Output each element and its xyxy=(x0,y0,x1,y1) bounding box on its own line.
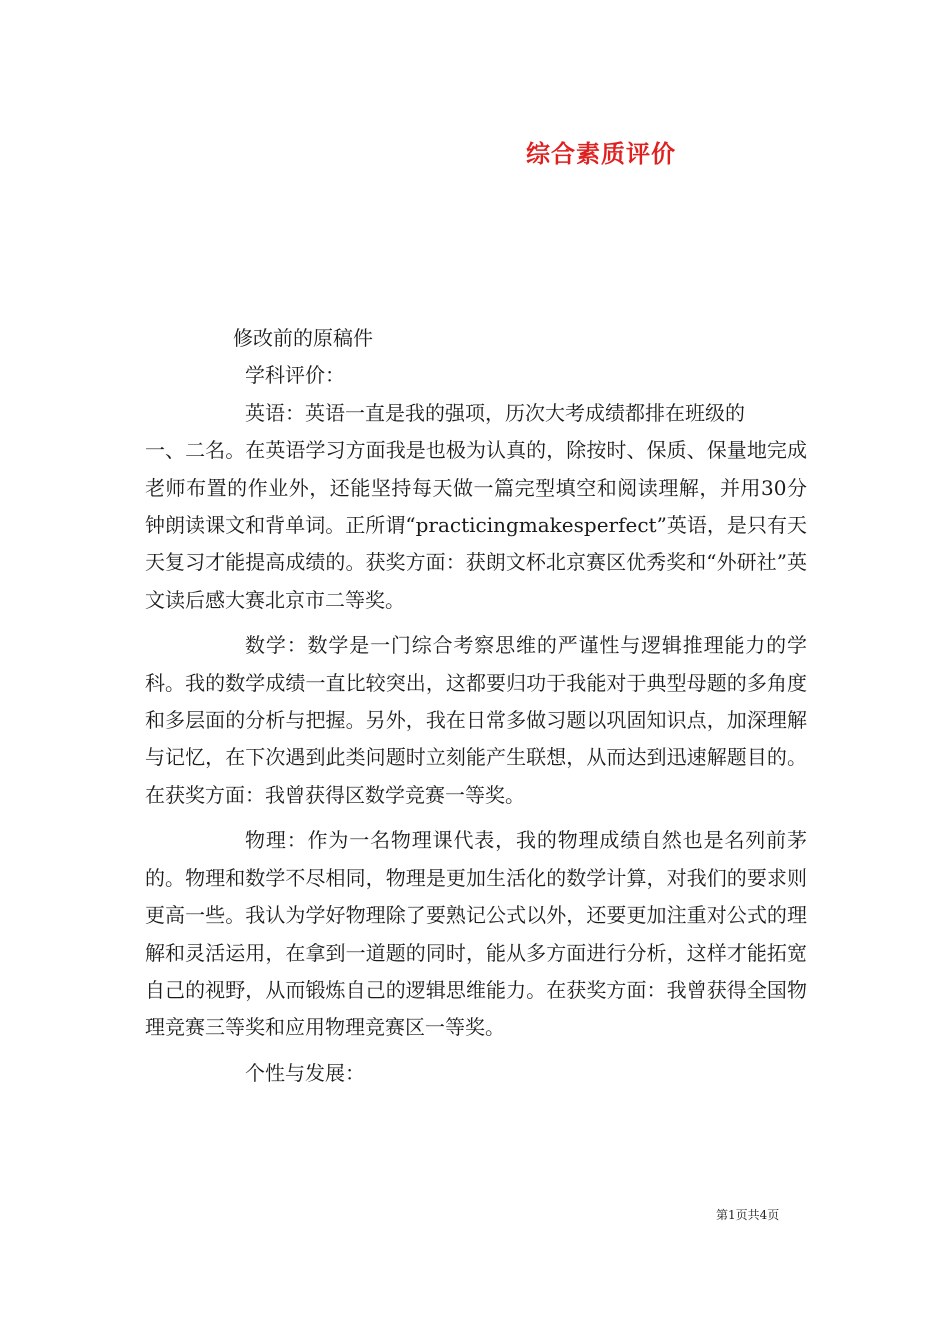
english-paragraph-rest: 一、二名。在英语学习方面我是也极为认真的，除按时、保质、保量地完成老师布置的作业外，还能坚持每天做一篇完型填空和阅读理解，并用30分钟朗读课文和背单词。正所谓“practicingmakesperfect”英语，是只有天天复习才能提高成绩的。获奖方面：获朗文杯北京赛区优秀奖和“外研社”英文读后感大赛北京市二等奖。 xyxy=(145,438,807,612)
page-title: 综合素质评价 xyxy=(526,139,676,168)
original-draft-label: 修改前的原稿件 xyxy=(233,326,373,350)
math-paragraph: 数学：数学是一门综合考察思维的严谨性与逻辑推理能力的学科。我的数学成绩一直比较突出，这都要归功于我能对于典型母题的多角度和多层面的分析与把握。另外，我在日常多做习题以巩固知识点，加深理解与记忆，在下次遇到此类问题时立刻能产生联想，从而达到迅速解题目的。在获奖方面：我曾获得区数学竞赛一等奖。 xyxy=(145,633,807,807)
personality-heading: 个性与发展： xyxy=(245,1060,365,1085)
page-footer: 第1页共4页 xyxy=(716,1208,780,1222)
english-paragraph-first-line: 英语：英语一直是我的强项，历次大考成绩都排在班级的 xyxy=(245,400,745,425)
document-body xyxy=(145,320,807,1092)
subject-evaluation-heading: 学科评价： xyxy=(245,363,345,388)
physics-paragraph: 物理：作为一名物理课代表，我的物理成绩自然也是名列前茅的。物理和数学不尽相同，物理是更加生活化的数学计算，对我们的要求则更高一些。我认为学好物理除了要熟记公式以外，还要更加注重对公式的理解和灵活运用，在拿到一道题的同时，能从多方面进行分析，这样才能拓宽自己的视野，从而锻炼自己的逻辑思维能力。在获奖方面：我曾获得全国物理竞赛三等奖和应用物理竞赛区一等奖。 xyxy=(145,828,807,1040)
